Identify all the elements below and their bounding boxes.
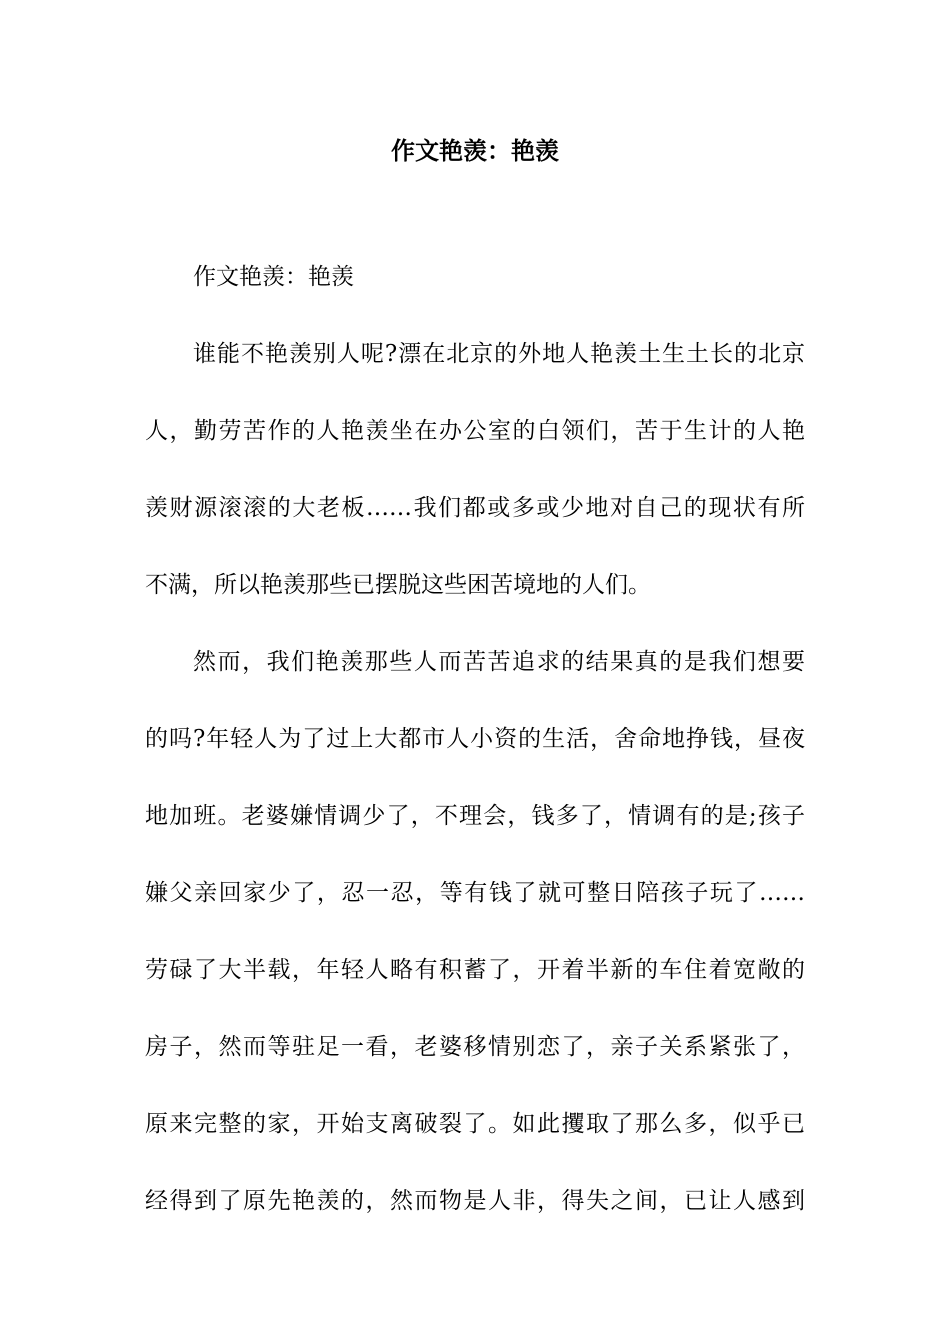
paragraph-line: 劳碌了大半载，年轻人略有积蓄了，开着半新的车住着宽敞的 (145, 957, 805, 983)
document-body (145, 255, 805, 1256)
paragraph-line: 房子，然而等驻足一看，老婆移情别恋了，亲子关系紧张了， (145, 1034, 805, 1060)
paragraph-line: 原来完整的家，开始支离破裂了。如此攫取了那么多，似乎已 (145, 1111, 805, 1137)
paragraph-line: 经得到了原先艳羡的，然而物是人非，得失之间，已让人感到 (145, 1188, 805, 1214)
document-title: 作文艳羡：艳羡 (391, 136, 559, 165)
paragraph-line: 的吗?年轻人为了过上大都市人小资的生活，舍命地挣钱，昼夜 (145, 726, 805, 752)
paragraph-line: 谁能不艳羡别人呢?漂在北京的外地人艳羡土生土长的北京 (193, 341, 805, 367)
paragraph-line: 地加班。老婆嫌情调少了，不理会，钱多了，情调有的是;孩子 (145, 803, 805, 829)
paragraph-line: 嫌父亲回家少了，忍一忍，等有钱了就可整日陪孩子玩了…… (145, 880, 805, 906)
paragraph-line: 不满，所以艳羡那些已摆脱这些困苦境地的人们。 (145, 572, 651, 598)
paragraph-line: 然而，我们艳羡那些人而苦苦追求的结果真的是我们想要 (193, 649, 805, 675)
paragraph-line: 人，勤劳苦作的人艳羡坐在办公室的白领们，苦于生计的人艳 (145, 418, 805, 444)
paragraph-line: 羡财源滚滚的大老板……我们都或多或少地对自己的现状有所 (145, 495, 805, 521)
paragraph-heading: 作文艳羡：艳羡 (193, 264, 354, 290)
